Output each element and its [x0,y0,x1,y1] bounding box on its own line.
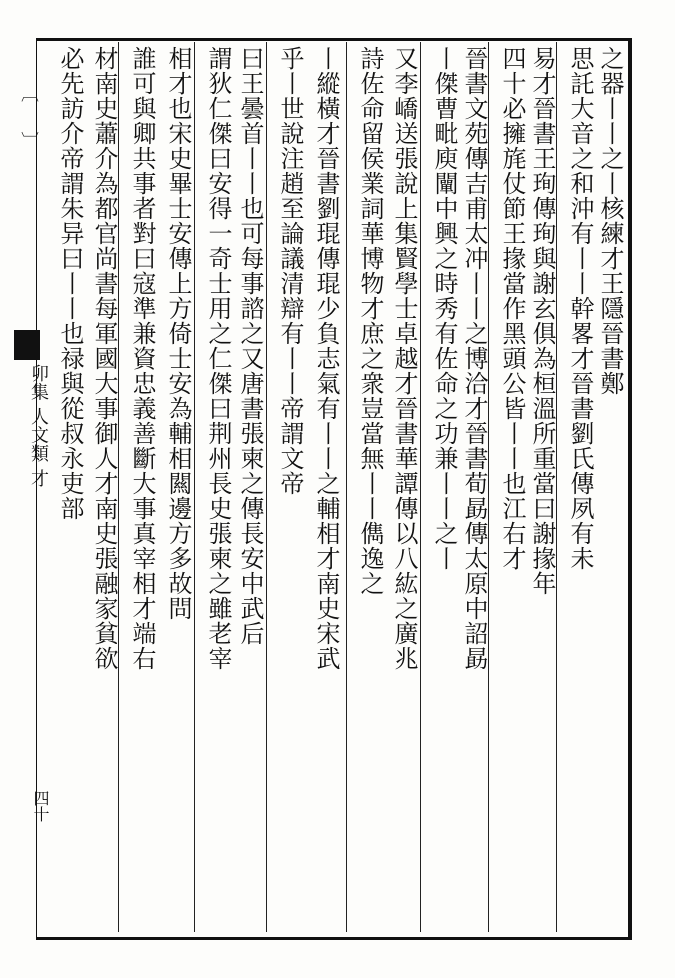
text-column: 四十必擁旄仗節王掾當作黑頭公皆丨丨也江右才 [498,46,526,571]
text-column: 材南史蕭介為都官尚書每軍國大事御人才南史張融家貧欲 [90,46,118,671]
edge-title: 卯集 人文類 才 [28,364,49,488]
page-number: 四十 [31,790,50,822]
text-column: 易才晉書王珣傳珣與謝玄俱為桓溫所重當曰謝掾年 [528,46,556,596]
text-column: 謂狄仁傑曰安得一奇士用之仁傑曰荆州長史張柬之雖老宰 [204,46,232,671]
text-column: 詩佐命留侯業詞華博物才庶之衆豈當無丨丨儁逸之 [356,46,384,596]
text-column: 相才也宋史畢士安傳上方倚士安為輔相闗邊方多故問 [164,46,192,621]
text-column: 乎丨世說注趙至論議清辯有丨丨帝謂文帝 [276,46,304,496]
fore-edge-strip [10,38,50,940]
column-rule [346,42,347,932]
text-column: 晉書文苑傳吉甫太冲丨丨之博洽才晉書荀勗傳太原中詔勗 [460,46,488,671]
text-column: 曰王曇首丨丨也可每事諮之又唐書張柬之傳長安中武后 [236,46,264,646]
edge-top-marks: 〔 〕 [18,84,39,162]
text-column: 思託大音之和沖有丨丨幹畧才晉書劉氏傳夙有未 [566,46,594,571]
text-column: 又李嶠送張說上集賢學士卓越才晉書華譚傳以八紘之廣兆 [390,46,418,671]
text-column: 必先訪介帝謂朱异曰丨丨也禄與從叔永吏部 [56,46,84,521]
text-column: 丨縱橫才晉書劉琨傳琨少負志氣有丨丨之輔相才南史宋武 [312,46,340,671]
fish-tail-mark [14,330,40,360]
text-column: 誰可與卿共事者對曰寇準兼資忠義善斷大事真宰相才端右 [128,46,156,671]
text-column: 丨傑曹毗庾闡中興之時秀有佐命之功兼丨丨之丨 [430,46,458,571]
text-column: 之器丨丨之丨核練才王隱晉書鄭 [596,46,624,396]
